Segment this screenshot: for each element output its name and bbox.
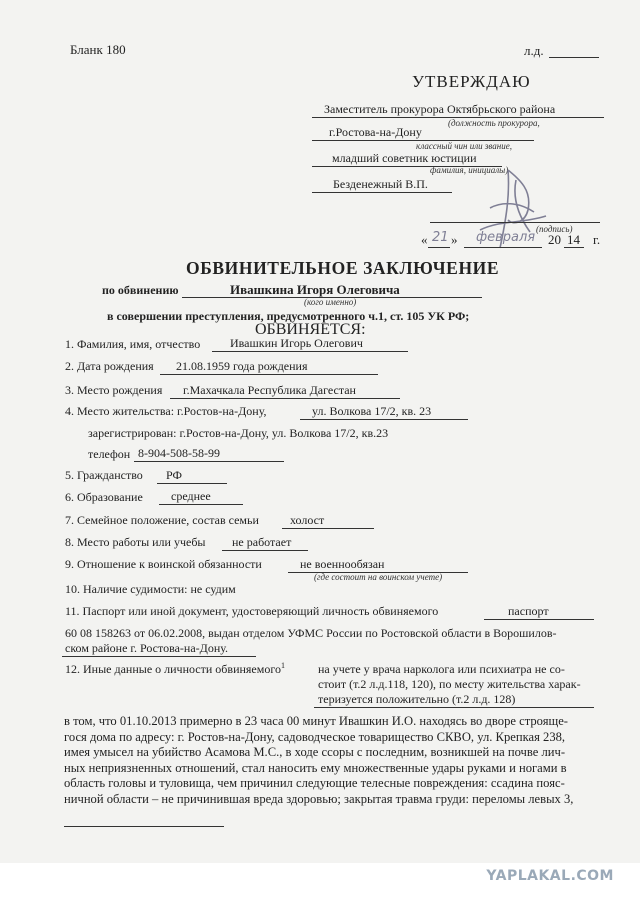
field-12-label — [65, 661, 285, 677]
field-6-line — [159, 504, 243, 505]
charge-line-6: ничной области – не причинившая вреда здоровью; закрытая травма груди: переломы левых 3, — [64, 791, 574, 806]
year-line — [564, 247, 584, 248]
field-9-label: 9. Отношение к воинской обязанности — [65, 557, 262, 571]
year-prefix: 20 — [548, 232, 561, 247]
field-12-line3: теризуется положительно (т.2 л.д. 128) — [318, 692, 516, 706]
date-month: февраля — [476, 230, 536, 245]
field-12-line1: на учете у врача нарколога или психиатра не со- — [318, 662, 565, 676]
crime-line: в совершении преступления, предусмотренного ч.1, ст. 105 УК РФ; — [107, 309, 470, 323]
field-9-value: не военнообязан — [300, 557, 385, 571]
approval-rank: младший советник юстиции — [332, 151, 477, 165]
field-11-line — [484, 619, 594, 620]
site-watermark: YAPLAKAL.COM — [486, 868, 614, 884]
field-4-value: ул. Волкова 17/2, кв. 23 — [312, 404, 432, 418]
field-9-caption: (где состоит на воинском учете) — [314, 572, 443, 582]
rank-caption: классный чин или звание, — [416, 141, 512, 151]
field-11-value: паспорт — [508, 604, 549, 618]
field-2-value: 21.08.1959 года рождения — [176, 359, 308, 373]
charge-line-1: в том, что 01.10.2013 примерно в 23 часа 00 минут Ивашкин И.О. находясь во дворе строяще- — [64, 714, 568, 728]
approval-name: Безденежный В.П. — [333, 177, 428, 191]
field-12-line — [314, 707, 594, 708]
day-line — [428, 247, 450, 248]
field-11-label: 11. Паспорт или иной документ, удостоверяющий личность обвиняемого — [65, 604, 439, 618]
field-4-registration: зарегистрирован: г.Ростов-на-Дону, ул. Волкова 17/2, кв.23 — [88, 426, 389, 440]
field-5-line — [157, 483, 227, 484]
field-3-label: 3. Место рождения — [65, 383, 163, 397]
field-4-label: 4. Место жительства: г.Ростов-на-Дону, — [65, 404, 267, 418]
charge-paragraph — [64, 714, 590, 808]
field-4-phone-value: 8-904-508-58-99 — [138, 446, 220, 460]
accused-caption: (кого именно) — [304, 297, 357, 307]
form-number: Бланк 180 — [70, 42, 126, 57]
year-suffix: 14 — [567, 232, 580, 247]
field-10-label: 10. Наличие судимости: не судим — [65, 582, 236, 596]
approval-title: УТВЕРЖДАЮ — [412, 72, 531, 91]
month-line — [464, 247, 542, 248]
field-4-line — [300, 419, 468, 420]
date-close-quote: » — [451, 232, 458, 247]
field-1-value: Ивашкин Игорь Олегович — [230, 336, 363, 350]
field-3-value: г.Махачкала Республика Дагестан — [183, 383, 356, 397]
document-title: ОБВИНИТЕЛЬНОЕ ЗАКЛЮЧЕНИЕ — [186, 258, 500, 278]
signature-caption: (подпись) — [536, 224, 573, 234]
field-2-line — [160, 374, 378, 375]
charge-line-4: ных неприязненных отношений, стал наносить ему множественные удары руками и ногами в — [64, 760, 567, 775]
footnote-separator — [64, 826, 224, 827]
name-caption: фамилия, инициалы) — [430, 165, 509, 175]
name-line — [312, 192, 452, 193]
case-sheet-line — [549, 57, 599, 58]
field-5-label: 5. Гражданство — [65, 468, 143, 482]
field-8-value: не работает — [232, 535, 292, 549]
approval-city: г.Ростова-на-Дону — [329, 125, 422, 139]
field-12-label-text: 12. Иные данные о личности обвиняемого — [65, 662, 281, 676]
field-7-label: 7. Семейное положение, состав семьи — [65, 513, 259, 527]
accused-header: ОБВИНЯЕТСЯ: — [255, 321, 366, 338]
field-11-details-line — [62, 656, 256, 657]
field-8-label: 8. Место работы или учебы — [65, 535, 206, 549]
approval-position: Заместитель прокурора Октябрьского района — [324, 102, 556, 116]
accused-name: Ивашкина Игоря Олеговича — [230, 282, 400, 297]
field-4-phone-label: телефон — [88, 447, 131, 461]
charge-line-5: область головы и туловища, чем причинил следующие телесные повреждения: ссадина пояс- — [64, 776, 565, 791]
field-12-line2: стоит (т.2 л.д.118, 120), по месту жительства харак- — [318, 677, 581, 691]
field-3-line — [170, 398, 400, 399]
field-1-line — [212, 351, 408, 352]
position-caption: (должность прокурора, — [448, 118, 540, 128]
case-sheet-label: л.д. — [524, 43, 544, 58]
field-1-label: 1. Фамилия, имя, отчество — [65, 337, 201, 351]
date-day: 21 — [432, 230, 449, 245]
charge-line-3: имея умысел на убийство Асамова М.С., в ходе ссоры с последним, возникшей на почве лич- — [64, 745, 566, 760]
field-7-line — [282, 528, 374, 529]
field-6-label: 6. Образование — [65, 490, 143, 504]
field-11-details-line1: 60 08 158263 от 06.02.2008, выдан отделом УФМС России по Ростовской области в Ворошилов- — [65, 626, 557, 640]
field-4-phone-line — [134, 461, 284, 462]
field-6-value: среднее — [171, 489, 211, 503]
field-8-line — [222, 550, 308, 551]
date-open-quote: « — [421, 232, 428, 247]
field-11-details-line2: ском районе г. Ростова-на-Дону. — [65, 641, 229, 655]
year-unit: г. — [593, 232, 601, 247]
field-12-footnote-mark: 1 — [280, 661, 285, 670]
field-5-value: РФ — [166, 468, 182, 482]
signature-line — [430, 222, 600, 223]
field-2-label: 2. Дата рождения — [65, 359, 154, 373]
field-7-value: холост — [290, 513, 325, 527]
charge-line-2: гося дома по адресу: г. Ростов-на-Дону, садоводческое товарищество СКВО, ул. Крепкая 238, — [64, 729, 566, 744]
by-charge-label: по обвинению — [102, 283, 179, 297]
